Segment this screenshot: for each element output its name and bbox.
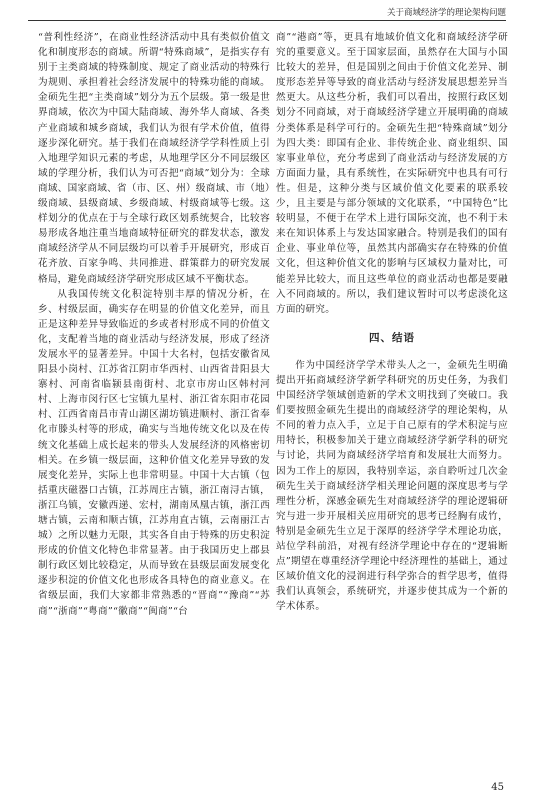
page-number: 45 <box>491 782 504 793</box>
left-column <box>38 30 270 619</box>
left-paragraph-2: 从我国传统文化积淀特别丰厚的情况分析，在乡、村级层面，确实存在明显的价值文化差异，而且正是这种差异导致临近的乡或者村形成不同的价值文化，支配着当地的商业活动与经济发展，形成了经济发展水平的显著差异。中国十大名村，包括安徽省凤阳县小岗村、江苏省江阴市华西村、山西省昔阳县大寨村、河南省临颍县南街村、北京市房山区韩村河村、上海市闵行区七宝镇九星村、浙江省东阳市花园村、江西省南昌市青山湖区湖坊镇进顺村、浙江省奉化市滕头村等的形成，确实与当地传统文化以及在传统文化基础上成长起来的带头人发展经济的风格密切相关。在乡镇一级层面，这种价值文化差异导致的发展变化差异，实际上也非常明显。中国十大古镇（包括重庆磁器口古镇，江苏周庄古镇，浙江南浔古镇，浙江乌镇，安徽西递、宏村，湖南凤凰古镇，浙江西塘古镇，云南和顺古镇，江苏甪直古镇，云南丽江古城）之所以魅力无限，其实各自由于特殊的历史积淀形成的价值文化特色非常显著。由于我国历史上郡县制行政区划比较稳定，从而导致在县级层面发展变化逐步积淀的价值文化也形成各具特色的商业意义。在省级层面，我们大家都非常熟悉的“晋商”“豫商”“苏商”“浙商”“粤商”“徽商”“闽商”“台 <box>38 288 270 617</box>
right-paragraph-2: 作为中国经济学学术带头人之一，金硕先生明确提出开拓商域经济学新学科研究的历史任务，为我们中国经济学领域创造新的学术文明找到了突破口。我们要按照金硕先生提出的商域经济学的理论架构，从不同的着力点入手，立足于自己原有的学术积淀与应用特长，积极参加关于建立商域经济学新学科的研究与讨论，共同为商域经济学培育和发展壮大而努力。因为工作上的原因，我特别幸运，亲自聆听过几次金硕先生关于商域经济学相关理论问题的深度思考与学理性分析，深感金硕先生对商域经济学的理论逻辑研究与进一步开展相关应用研究的思考已经胸有成竹，特别是金硕先生立足于深厚的经济学学术理论功底，站位学科前沿，对视有经济学理论中存在的“逻辑断点”期望在尊重经济学理论中经济理性的基础上，通过区域价值文化的浸润进行科学弥合的哲学思考，值得我们认真领会，系统研究，并逐步使其成为一个新的学术体系。 <box>276 359 508 613</box>
right-column <box>276 30 508 614</box>
header-rule <box>28 20 506 21</box>
left-paragraph-1: “普利性经济”，在商业性经济活动中具有类似价值文化和制度形态的商域。所谓“特殊商域”，是指实存有别于主类商域的特殊制度、规定了商业活动的特殊行为规则、承担着社会经济发展中的特殊功能的商域。金硕先生把“主类商域”划分为五个层级。第一级是世界商域，依次为中国大陆商域、海外华人商域、各类产业商域和城乡商域，我们认为很有学术价值，值得逐步深化研究。基于我们在商域经济学学科性质上引入地理学知识元素的考虑，从地理学区分不同层级区域的学理分析，我们认为可否把“商域”划分为：全球商域、国家商域、省（市、区、州）级商域、市（地）级商域、县级商域、乡级商域、村级商域等七级。这样划分的优点在于与全球行政区划系统契合，比较容易形成各地注重当地商域特征研究的群发状态，激发商域经济学从不同层级均可以着手开展研究，形成百花齐放、百家争鸣、共同推进、群策群力的研究发展格局，避免商域经济学研究形成区域不平衡状态。 <box>38 32 270 285</box>
section-heading-conclusion: 四、结语 <box>369 331 415 344</box>
running-head-title: 关于商域经济学的理论架构问题 <box>386 8 506 18</box>
right-paragraph-1: 商”“港商”等，更具有地域价值文化和商域经济学研究的重要意义。至于国家层面，虽然存在大国与小国比较大的差异，但是国别之间由于价值文化差异、制度形态差异等导致的商业活动与经济发展思想差异当然更大。从这些分析，我们可以看出，按照行政区划划分不同商域，对于商域经济学建立开展明确的商域分类体系是科学可行的。金硕先生把“特殊商域”划分为四大类：即国有企业、非传统企业、商业组织、国家事业单位，充分考虑到了商业活动与经济发展的方方面面力量，具有系统性，在实际研究中也具有可行性。但是，这种分类与区域价值文化要素的联系较少，且主要是与部分领域的文化联系，“中国特色”比较明显，不便于在学术上进行国际交流，也不利于未来在知识体系上与发达国家融合。特别是我们的国有企业、事业单位等，虽然其内部确实存在特殊的价值文化，但这种价值文化的影响与区域权力量对比，可能差异比较大，而且这些单位的商业活动也都是要融入不同商域的。所以，我们建议暂时可以考虑淡化这方面的研究。 <box>276 32 508 315</box>
